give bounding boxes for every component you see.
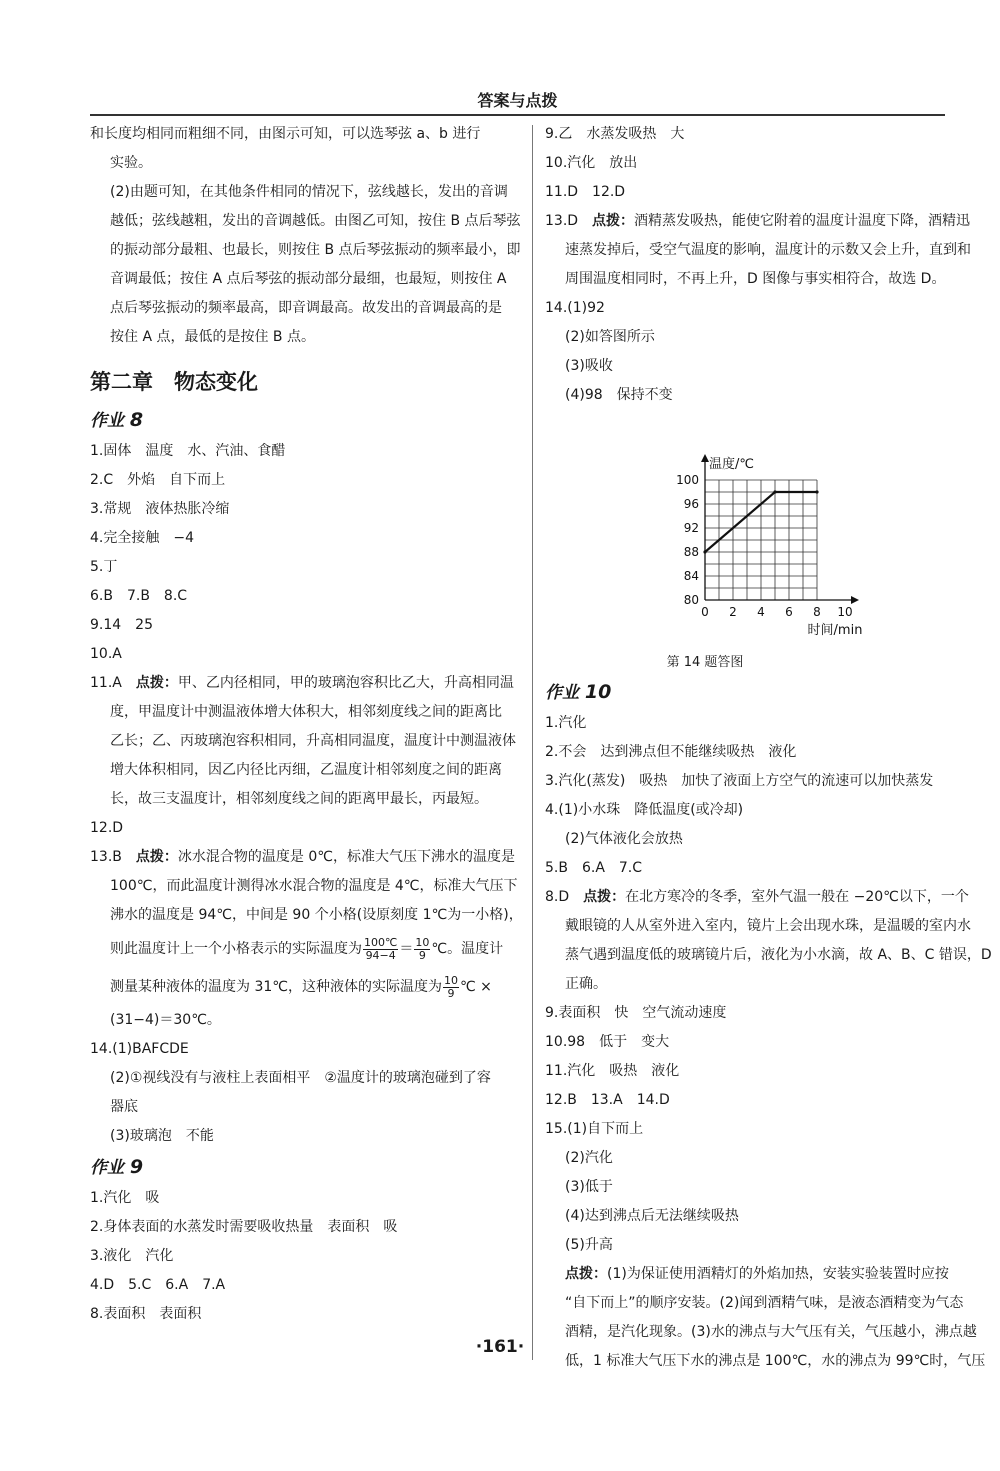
answer-line: 14.(1)BAFCDE: [90, 1041, 189, 1057]
header-title: 答案与点拨: [477, 91, 558, 110]
answer-line: 1.汽化 吸: [90, 1190, 160, 1206]
text-line: (2)气体液化会放热: [565, 831, 683, 847]
fraction: [363, 937, 398, 962]
text-line: 蒸气遇到温度低的玻璃镜片后，液化为小水滴，故 A、B、C 错误，D: [565, 947, 992, 963]
text-line: (3)玻璃泡 不能: [110, 1128, 214, 1144]
text-line: (4)达到沸点后无法继续吸热: [565, 1208, 739, 1224]
answer-line: [90, 843, 520, 872]
hint-text: 冰水混合物的温度是 0℃，标准大气压下沸水的温度是: [177, 849, 515, 865]
text-line: (3)低于: [565, 1179, 613, 1195]
text-line: 点后琴弦振动的频率最高，即音调最高。故发出的音调最高的是: [110, 300, 502, 316]
item-prefix: 11.A: [90, 675, 136, 691]
x-tick-label: 8: [813, 605, 821, 619]
answer-line: 9.14 25: [90, 617, 153, 633]
item-prefix: 13.D: [545, 213, 593, 229]
x-tick-label: 2: [729, 605, 737, 619]
equals-sign: ＝: [399, 941, 414, 957]
answer-line: 2.身体表面的水蒸发时需要吸收热量 表面积 吸: [90, 1219, 398, 1235]
text-line: (3)吸收: [565, 358, 613, 374]
text-line: 100℃，而此温度计测得冰水混合物的温度是 4℃，标准大气压下: [110, 878, 518, 894]
hint-text: 酒精蒸发吸热，能使它附着的温度计温度下降，酒精迅: [634, 213, 971, 229]
answer-line: 4.(1)小水珠 降低温度(或冷却): [545, 802, 744, 818]
section-label: 作业: [90, 1158, 124, 1178]
text-line: (4)98 保持不变: [565, 387, 673, 403]
hint-label: 点拨：: [565, 1266, 607, 1282]
answer-line: 2.C 外焰 自下而上: [90, 472, 226, 488]
section-label: 作业: [90, 411, 124, 431]
answer-line: 5.丁: [90, 559, 118, 575]
answer-line: 2.不会 达到沸点但不能继续吸热 液化: [545, 744, 797, 760]
hint-label: 点拨：: [583, 889, 626, 905]
y-tick-label: 88: [683, 545, 699, 559]
answer-line: 3.常规 液体热胀冷缩: [90, 501, 230, 517]
hint-text: 甲、乙内径相同，甲的玻璃泡容积比乙大，升高相同温: [177, 675, 514, 691]
right-column: [545, 120, 992, 1376]
text-line: 低，1 标准大气压下水的沸点是 100℃，水的沸点为 99℃时，气压: [565, 1353, 986, 1369]
section-heading-8: [90, 404, 520, 437]
text-line: 音调最低；按住 A 点后琴弦的振动部分最细，也最短，则按住 A: [110, 271, 507, 287]
text-line: “自下而上”的顺序安装。(2)闻到酒精气味，是液态酒精变为气态: [565, 1295, 964, 1311]
text-line: (2)如答图所示: [565, 329, 655, 345]
answer-line: 10.汽化 放出: [545, 155, 638, 171]
section-heading-10: [545, 676, 975, 709]
text-line: 和长度均相同而粗细不同，由图示可知，可以选琴弦 a、b 进行: [90, 126, 481, 142]
answer-line: 5.B 6.A 7.C: [545, 860, 643, 876]
y-tick-label: 80: [683, 593, 699, 607]
formula-line: [90, 968, 520, 1006]
hint-text: (1)为保证使用酒精灯的外焰加热，安装实验装置时应按: [607, 1266, 949, 1282]
temperature-time-chart: [545, 410, 975, 650]
text-line: 增大体积相同，因乙内径比丙细，乙温度计相邻刻度之间的距离: [110, 762, 502, 778]
answer-line: 11.汽化 吸热 液化: [545, 1063, 680, 1079]
answer-line: 12.D: [90, 820, 124, 836]
y-axis-label: 温度/℃: [709, 457, 754, 472]
hint-label: 点拨：: [135, 849, 178, 865]
text-line: 速蒸发掉后，受空气温度的影响，温度计的示数又会上升，直到和: [565, 242, 971, 258]
fraction-denominator: 9: [447, 986, 455, 1000]
chart-container: [545, 410, 975, 650]
answer-line: 9.表面积 快 空气流动速度: [545, 1005, 727, 1021]
answer-line: 9.乙 水蒸发吸热 大: [545, 126, 685, 142]
text-line: (2)由题可知，在其他条件相同的情况下，弦线越长，发出的音调: [110, 184, 508, 200]
column-divider: [532, 125, 533, 1360]
fraction-numerator: 10: [415, 935, 430, 949]
x-axis-arrow: [851, 596, 859, 604]
x-tick-label: 6: [785, 605, 793, 619]
text-line: 戴眼镜的人从室外进入室内，镜片上会出现水珠，是温暖的室内水: [565, 918, 971, 934]
y-tick-label: 100: [676, 473, 699, 487]
page-header: [90, 84, 945, 116]
text-line: 长，故三支温度计，相邻刻度线之间的距离甲最长，丙最短。: [110, 791, 488, 807]
formula-line: [90, 930, 520, 968]
text-line: 越低；弦线越粗，发出的音调越低。由图乙可知，按住 B 点后琴弦: [110, 213, 521, 229]
x-tick-label: 10: [837, 605, 853, 619]
data-point: [815, 490, 818, 493]
text-line: (5)升高: [565, 1237, 613, 1253]
y-tick-label: 84: [683, 569, 699, 583]
formula-text: 则此温度计上一个小格表示的实际温度为: [110, 941, 362, 957]
answer-line: 1.汽化: [545, 715, 587, 731]
answer-line: [545, 883, 975, 912]
item-prefix: 13.B: [90, 849, 136, 865]
text-line: 按住 A 点，最低的是按住 B 点。: [110, 329, 315, 345]
answer-line: 10.98 低于 变大: [545, 1034, 670, 1050]
hint-label: 点拨：: [135, 675, 178, 691]
hint-text: 在北方寒冷的冬季，室外气温一般在 −20℃以下，一个: [625, 889, 969, 905]
answer-line: 6.B 7.B 8.C: [90, 588, 188, 604]
answer-line: [545, 207, 975, 236]
text-line: 正确。: [565, 976, 607, 992]
text-line: 度，甲温度计中测温液体增大体积大，相邻刻度线之间的距离比: [110, 704, 502, 720]
answer-line: 11.D 12.D: [545, 184, 626, 200]
section-number: 8: [129, 409, 144, 431]
text-line: 乙长；乙、丙玻璃泡容积相同，升高相同温度，温度计中测温液体: [110, 733, 516, 749]
text-line: 的振动部分最粗、也最长，则按住 B 点后琴弦振动的频率最小，即: [110, 242, 521, 258]
fraction: [443, 975, 459, 1000]
chart-caption: 第 14 题答图: [666, 655, 744, 670]
section-label: 作业: [545, 683, 579, 703]
answer-line: 14.(1)92: [545, 300, 605, 316]
y-axis-arrow: [701, 454, 709, 462]
page-number: ·161·: [475, 1337, 525, 1357]
text-line: 沸水的温度是 94℃，中间是 90 个小格(设原刻度 1℃为一小格)，: [110, 907, 523, 923]
y-tick-label: 92: [683, 521, 699, 535]
text-line: 实验。: [110, 155, 152, 171]
text-line: 周围温度相同时，不再上升，D 图像与事实相符合，故选 D。: [565, 271, 946, 287]
answer-line: 1.固体 温度 水、汽油、食醋: [90, 443, 286, 459]
text-line: (31−4)＝30℃。: [110, 1012, 221, 1028]
section-heading-9: [90, 1151, 520, 1184]
answer-line: 3.汽化(蒸发) 吸热 加快了液面上方空气的流速可以加快蒸发: [545, 773, 934, 789]
section-number: 9: [129, 1156, 144, 1178]
text-line: (2)汽化: [565, 1150, 613, 1166]
x-tick-label: 0: [701, 605, 709, 619]
fraction: [414, 937, 430, 962]
data-point: [703, 550, 706, 553]
answer-line: [90, 669, 520, 698]
answer-line: 12.B 13.A 14.D: [545, 1092, 670, 1108]
text-line: 器底: [110, 1099, 138, 1115]
x-tick-label: 4: [757, 605, 765, 619]
answer-line: 8.表面积 表面积: [90, 1306, 202, 1322]
hint-label: 点拨：: [592, 213, 635, 229]
fraction-numerator: 10: [444, 973, 458, 987]
answer-line: 15.(1)自下而上: [545, 1121, 644, 1137]
x-axis-label: 时间/min: [807, 623, 863, 638]
answer-line: 3.液化 汽化: [90, 1248, 174, 1264]
answer-line: 10.A: [90, 646, 122, 662]
data-point: [773, 490, 776, 493]
formula-text: ℃。温度计: [431, 941, 504, 957]
answer-line: 4.完全接触 −4: [90, 530, 194, 546]
text-line: (2)①视线没有与液柱上表面相平 ②温度计的玻璃泡碰到了容: [110, 1070, 491, 1086]
fraction-denominator: 9: [418, 948, 426, 962]
left-column: [90, 120, 523, 1329]
y-tick-label: 96: [683, 497, 699, 511]
formula-text: 测量某种液体的温度为 31℃，这种液体的实际温度为: [110, 979, 442, 995]
section-number: 10: [584, 681, 612, 703]
fraction-denominator: 94−4: [365, 948, 396, 962]
answer-line: [545, 1260, 975, 1289]
chapter-heading: 第二章 物态变化: [90, 369, 258, 394]
fraction-numerator: 100℃: [364, 935, 398, 949]
item-prefix: 8.D: [545, 889, 584, 905]
answer-line: 4.D 5.C 6.A 7.A: [90, 1277, 226, 1293]
text-line: 酒精，是汽化现象。(3)水的沸点与大气压有关，气压越小，沸点越: [565, 1324, 977, 1340]
formula-text: ℃ ×: [460, 979, 492, 995]
